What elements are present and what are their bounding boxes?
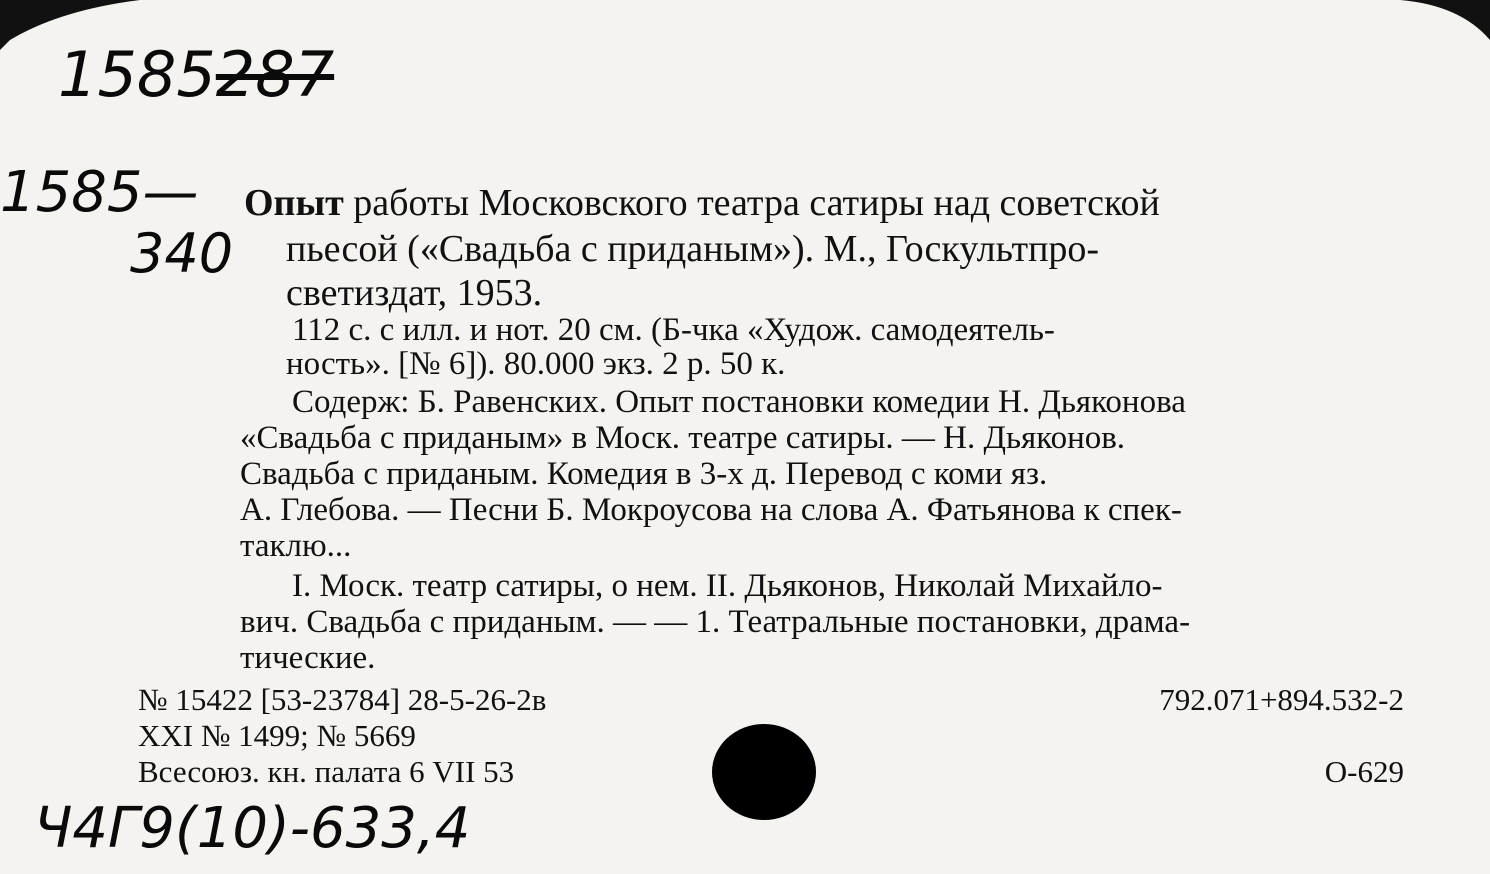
classification-number: 792.071+894.532-2 — [1159, 682, 1404, 717]
title-heading-word: Опыт — [244, 182, 344, 224]
contents-line-3: Свадьба с приданым. Комедия в 3-х д. Перевод с коми яз. — [240, 456, 1048, 492]
record-number: № 15422 [53-23784] 28-5-26-2в — [138, 682, 547, 717]
contents-line-2: «Свадьба с приданым» в Моск. театре сатиры. — Н. Дьяконов. — [240, 420, 1126, 456]
handwritten-number: 1585 — [58, 38, 216, 111]
handwritten-left-number: 1585— — [0, 160, 199, 225]
author-mark: О-629 — [1324, 754, 1404, 789]
title-line-2: пьесой («Свадьба с приданым»). М., Госкультпро- — [286, 228, 1100, 270]
volume-reference: XXI № 1499; № 5669 — [138, 718, 416, 753]
contents-line-5: таклю... — [240, 528, 352, 564]
punch-hole — [712, 724, 816, 820]
contents-line-1: Содерж: Б. Равенских. Опыт постановки комедии Н. Дьяконова — [292, 384, 1186, 420]
struck-number: 287 — [215, 38, 335, 111]
handwritten-shelf-code: Ч4Г9(10)-633,4 — [34, 796, 471, 861]
title-line-1 — [244, 184, 1404, 222]
handwritten-left-subnumber: 340 — [130, 222, 234, 285]
subjects-line-3: тические. — [240, 640, 376, 676]
title-line-3: светиздат, 1953. — [286, 272, 543, 314]
contents-line-4: А. Глебова. — Песни Б. Мокроусова на слова А. Фатьянова к спек- — [240, 492, 1182, 528]
card-corner-decoration — [0, 0, 1490, 60]
title-line-1-rest: работы Московского театра сатиры над советской — [353, 182, 1160, 224]
subjects-line-2: вич. Свадьба с приданым. — — 1. Театральные постановки, драма- — [240, 604, 1191, 640]
book-chamber-stamp: Всесоюз. кн. палата 6 VII 53 — [138, 754, 515, 789]
subjects-line-1: I. Моск. театр сатиры, о нем. II. Дьяконов, Николай Михайло- — [292, 568, 1163, 604]
physical-description-line-1: 112 с. с илл. и нот. 20 см. (Б-чка «Худож. самодеятель- — [292, 312, 1055, 348]
physical-description-line-2: ность». [№ 6]). 80.000 экз. 2 р. 50 к. — [286, 346, 786, 382]
